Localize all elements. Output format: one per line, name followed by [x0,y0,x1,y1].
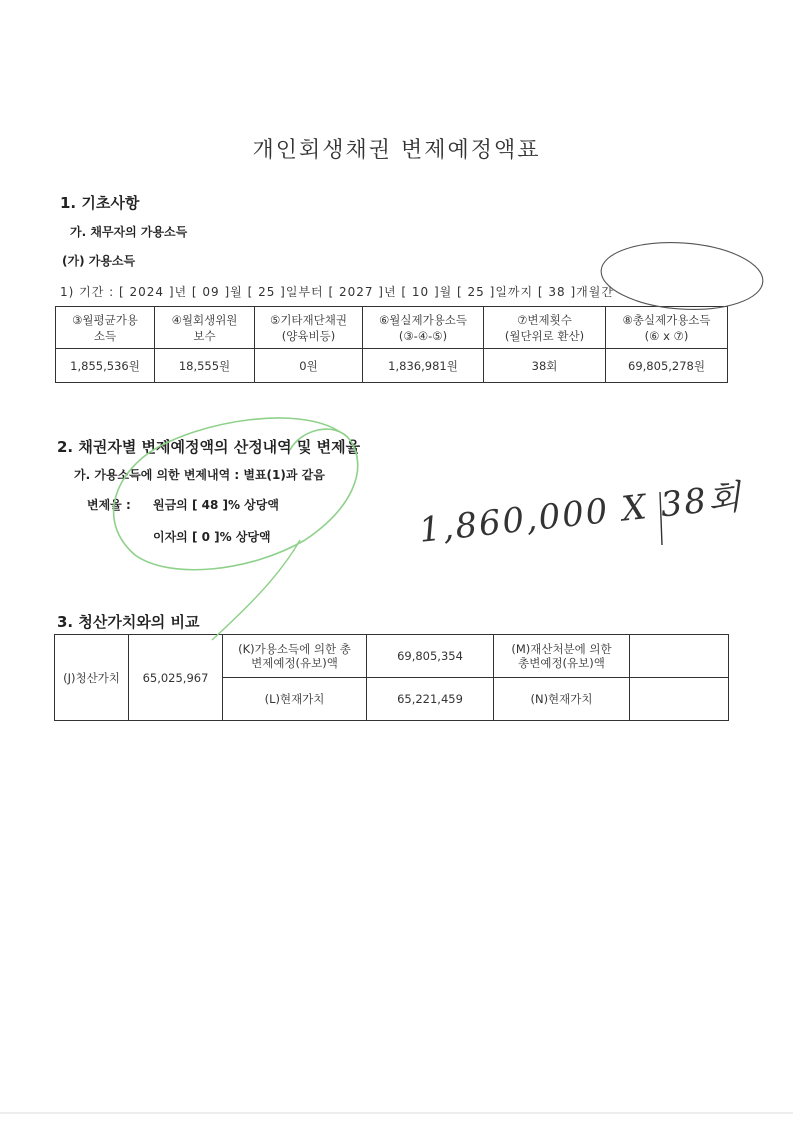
header-actual-monthly-income: ⑥월실제가용소득 (③-④-⑤) [363,307,484,349]
rate-label: 변제율 : [87,498,131,512]
section2-sub-a: 가. 가용소득에 의한 변제내역 : 별표(1)과 같음 [74,468,325,482]
header-monthly-avg-income: ③월평균가용 소득 [56,307,155,349]
l-value: 65,221,459 [367,678,494,721]
k-value: 69,805,354 [367,635,494,678]
section1-sub-a: 가. 채무자의 가용소득 [70,225,188,239]
header-trustee-fee: ④월회생위원 보수 [155,307,255,349]
header-total-actual-income: ⑧총실제가용소득 (⑥ x ⑦) [606,307,728,349]
value-monthly-avg-income: 1,855,536원 [56,349,155,383]
m-label: (M)재산처분에 의한 총변예정(유보)액 [494,635,630,678]
circle-mark-months [599,237,765,314]
section3-heading: 3. 청산가치와의 비교 [57,613,200,631]
j-label: (J)청산가치 [55,635,129,721]
section2-heading: 2. 채권자별 변제예정액의 산정내역 및 변제율 [57,438,361,456]
value-actual-monthly-income: 1,836,981원 [363,349,484,383]
value-trustee-fee: 18,555원 [155,349,255,383]
page-title: 개인회생채권 변제예정액표 [252,138,541,163]
j-value: 65,025,967 [129,635,223,721]
handwritten-underline-stroke [660,492,662,545]
principal-rate: 원금의 [ 48 ]% 상당액 [153,498,279,512]
green-tail-mark [212,540,300,640]
k-label: (K)가용소득에 의한 총 변제예정(유보)액 [223,635,367,678]
n-label: (N)현재가치 [494,678,630,721]
period-line: 1) 기간 : [ 2024 ]년 [ 09 ]월 [ 25 ]일부터 [ 2027 ]년 [ 10 ]월 [ 25 ]일까지 [ 38 ]개월간 [60,285,614,299]
green-loop-mark [114,418,358,570]
interest-rate: 이자의 [ 0 ]% 상당액 [153,530,271,544]
header-other-claims: ⑤기타재단채권 (양육비등) [255,307,363,349]
value-payment-count: 38회 [484,349,606,383]
handwritten-note: 1,860,000 X 38회 [417,477,745,551]
section1-sub-b: (가) 가용소득 [62,254,136,268]
header-payment-count: ⑦변제횟수 (월단위로 환산) [484,307,606,349]
section1-heading: 1. 기초사항 [60,194,140,212]
l-label: (L)현재가치 [223,678,367,721]
value-other-claims: 0원 [255,349,363,383]
value-total-actual-income: 69,805,278원 [606,349,728,383]
